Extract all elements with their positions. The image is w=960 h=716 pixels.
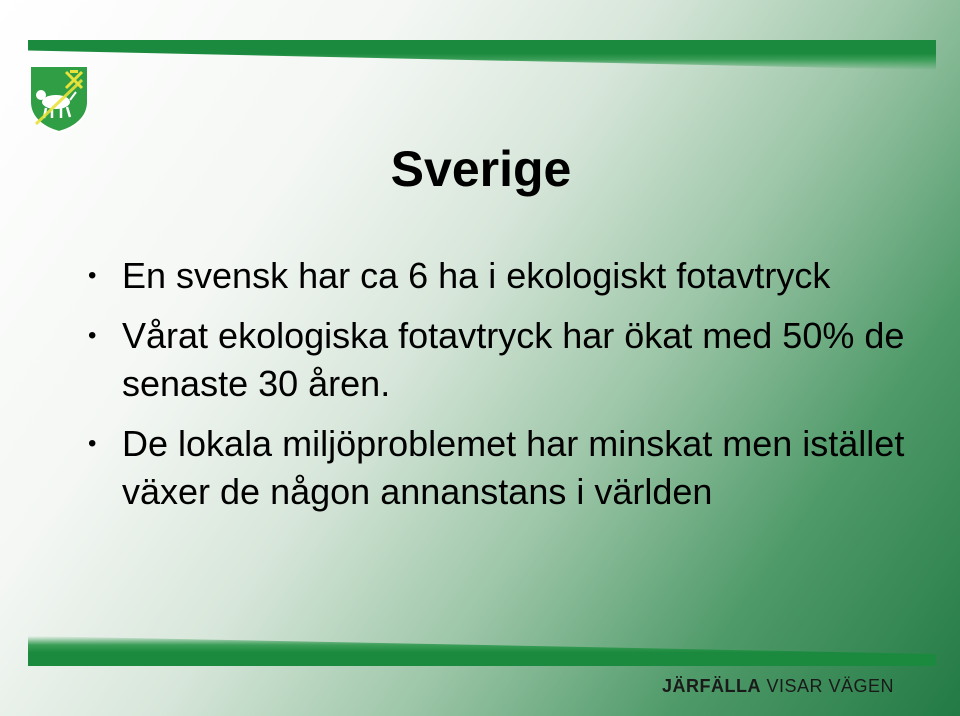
footer-brand [662,676,894,697]
slide-title: Sverige [390,141,572,197]
bullet-list [84,252,924,528]
bullet-item [84,420,924,516]
bullet-dot-icon: • [88,430,97,457]
bullet-text: En svensk har ca 6 ha i ekologiskt fotavtryck [122,255,831,296]
coat-of-arms-icon [26,62,92,134]
bullet-text: Vårat ekologiska fotavtryck har ökat med 50% de senaste 30 åren. [122,315,905,404]
footer-brand-name: JÄRFÄLLA [661,676,761,696]
top-green-band [28,40,936,70]
bullet-dot-icon: • [88,262,97,289]
bullet-item [84,252,924,300]
bullet-text: De lokala miljöproblemet har minskat men istället växer de någon annanstans i världen [122,423,905,512]
bullet-item [84,312,924,408]
bottom-green-band [28,636,936,666]
footer-tagline: VISAR VÄGEN [760,676,894,696]
bullet-dot-icon: • [88,322,97,349]
